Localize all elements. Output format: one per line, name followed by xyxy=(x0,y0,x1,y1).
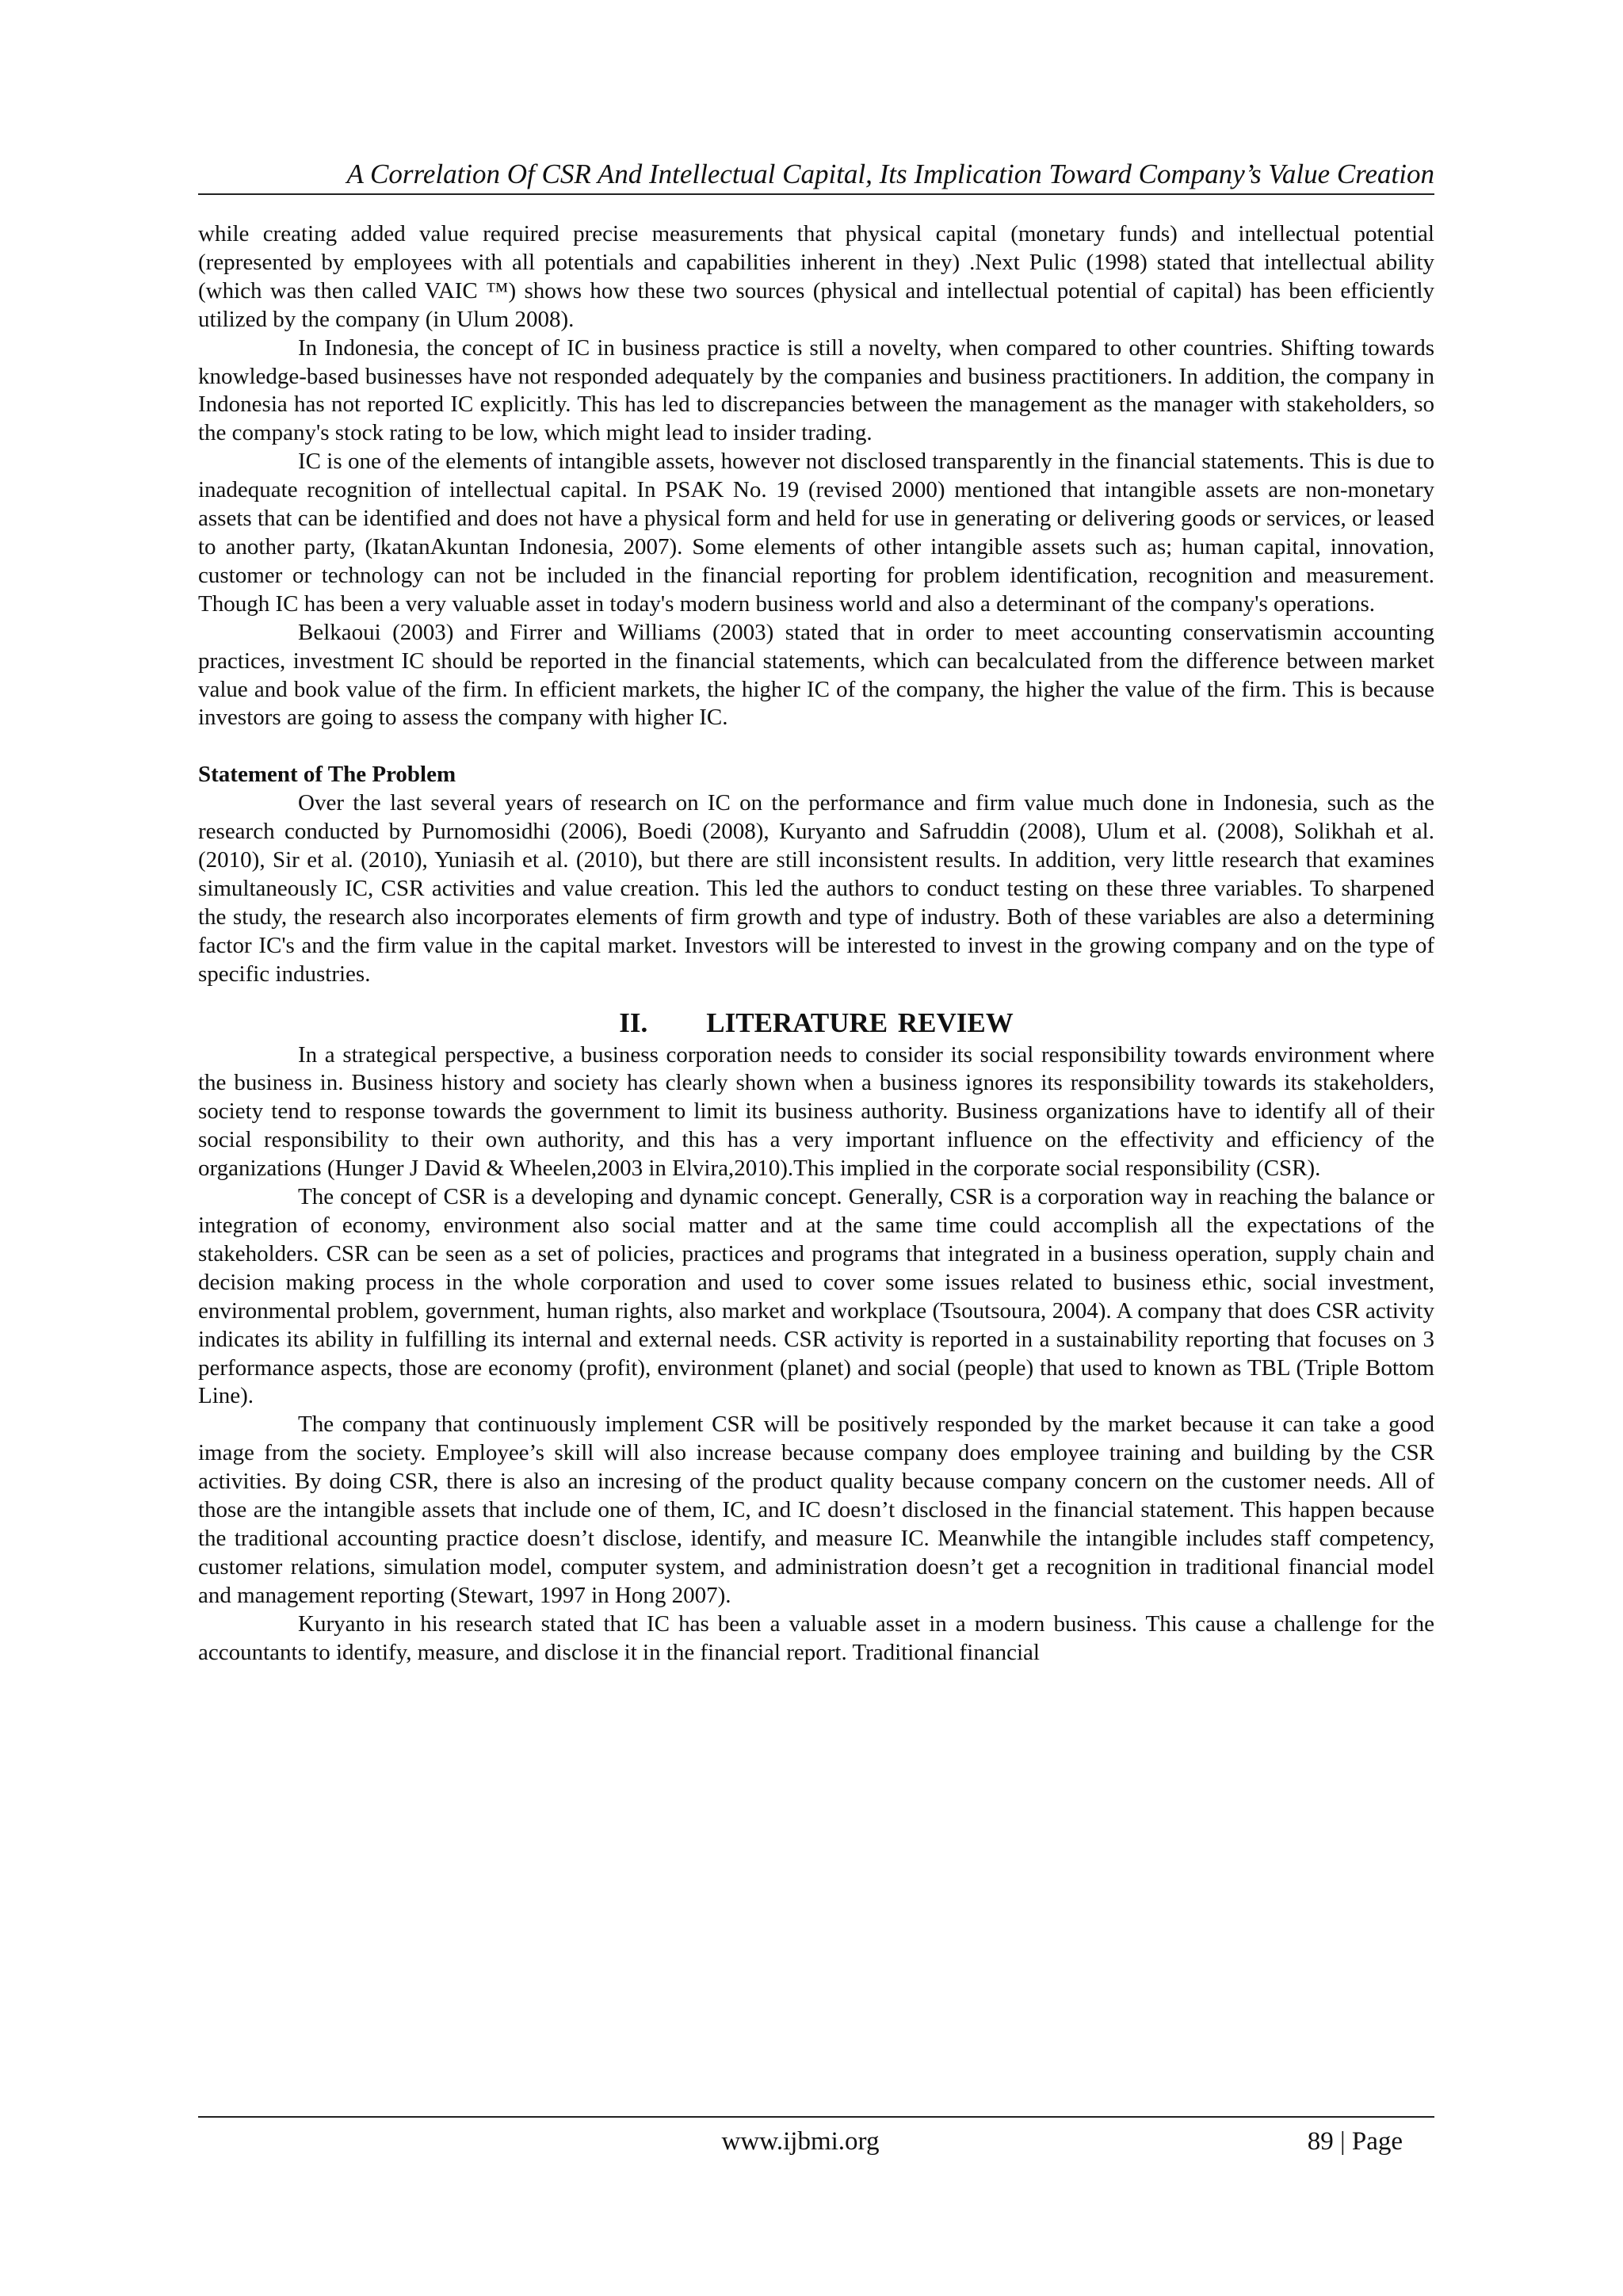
problem-paragraph: Over the last several years of research on IC on the performance and firm value much done in Indonesia, such as the research conducted by Purnomosidhi (2006), Boedi (2008), Kuryanto and Safruddin (2008), Ulum et al. (2008), Solikhah et al. (2010), Sir et al. (2010), Yuniasih et al. (2010), but there are still inconsistent results. In addition, very little research that examines simultaneously IC, CSR activities and value creation. This led the authors to conduct testing on these three variables. To sharpened the study, the research also incorporates elements of firm growth and type of industry. Both of these variables are also a determining factor IC's and the firm value in the capital market. Investors will be interested to invest in the growing company and on the type of specific industries. xyxy=(198,790,1434,987)
section-number: II. xyxy=(619,1007,648,1038)
literature-paragraph: The concept of CSR is a developing and dynamic concept. Generally, CSR is a corporation way in reaching the balance or integration of economy, environment also social matter and at the same time could accomplish all the expectations of the stakeholders. CSR can be seen as a set of policies, practices and programs that integrated in a business operation, supply chain and decision making process in the whole corporation and used to cover some issues related to business ethic, social investment, environmental problem, government, human rights, also market and workplace (Tsoutsoura, 2004). A company that does CSR activity indicates its ability in fulfilling its internal and external needs. CSR activity is reported in a sustainability reporting that focuses on 3 performance aspects, those are economy (profit), environment (planet) and social (people) that used to known as TBL (Triple Bottom Line). xyxy=(198,1184,1434,1409)
section-title: LITERATURE REVIEW xyxy=(706,1007,1014,1038)
body-text xyxy=(198,220,1434,1668)
footer-page-number: 89 | Page xyxy=(1307,2127,1403,2156)
paragraph-continuation: while creating added value required precise measurements that physical capital (monetary funds) and intellectual potential (represented by employees with all potentials and capabilities inherent in they) .Next Pulic (1998) stated that intellectual ability (which was then called VAIC ™) shows how these two sources (physical and intellectual potential of capital) has been efficiently utilized by the company (in Ulum 2008). xyxy=(198,221,1434,332)
paragraph: IC is one of the elements of intangible assets, however not disclosed transparently in the financial statements. This is due to inadequate recognition of intellectual capital. In PSAK No. 19 (revised 2000) mentioned that intangible assets are non-monetary assets that can be identified and does not have a physical form and held for use in generating or delivering goods or services, or leased to another party, (IkatanAkuntan Indonesia, 2007). Some elements of other intangible assets such as; human capital, innovation, customer or technology can not be included in the financial reporting for problem identification, recognition and measurement. Though IC has been a very valuable asset in today's modern business world and also a determinant of the company's operations. xyxy=(198,449,1434,617)
problem-heading: Statement of The Problem xyxy=(198,762,456,788)
footer-rule xyxy=(198,2116,1434,2118)
running-header-title: A Correlation Of CSR And Intellectual Capital, Its Implication Toward Company’s Value Creation xyxy=(346,159,1434,189)
literature-paragraph: The company that continuously implement CSR will be positively responded by the market because it can take a good image from the society. Employee’s skill will also increase because company does employee training and building by the CSR activities. By doing CSR, there is also an incresing of the product quality because company concern on the customer needs. All of those are the intangible assets that include one of them, IC, and IC doesn’t disclosed in the financial statement. This happen because the traditional accounting practice doesn’t disclose, identify, and measure IC. Meanwhile the intangible includes staff competency, customer relations, simulation model, computer system, and administration doesn’t get a recognition in traditional financial model and management reporting (Stewart, 1997 in Hong 2007). xyxy=(198,1412,1434,1608)
footer-url[interactable]: www.ijbmi.org xyxy=(721,2127,880,2156)
paragraph: Belkaoui (2003) and Firrer and Williams (2003) stated that in order to meet accounting conservatismin accounting practices, investment IC should be reported in the financial statements, which can becalculated from the difference between market value and book value of the firm. In efficient markets, the higher IC of the company, the higher the value of the firm. This is because investors are going to assess the company with higher IC. xyxy=(198,619,1434,731)
header-rule xyxy=(198,193,1434,195)
literature-paragraph: In a strategical perspective, a business corporation needs to consider its social responsibility towards environment where the business in. Business history and society has clearly shown when a business ignores its responsibility towards its stakeholders, society tend to response towards the government to limit its business authority. Business organizations have to identify all of their social responsibility to their own authority, and this has a very important influence on the effectivity and efficiency of the organizations (Hunger J David & Wheelen,2003 in Elvira,2010).This implied in the corporate social responsibility (CSR). xyxy=(198,1041,1434,1182)
section-heading-literature-review xyxy=(198,1007,1434,1040)
literature-paragraph: Kuryanto in his research stated that IC has been a valuable asset in a modern business. This cause a challenge for the accountants to identify, measure, and disclose it in the financial report. Traditional financial xyxy=(198,1610,1434,1665)
paragraph: In Indonesia, the concept of IC in business practice is still a novelty, when compared to other countries. Shifting towards knowledge-based businesses have not responded adequately by the companies and business practitioners. In addition, the company in Indonesia has not reported IC explicitly. This has led to discrepancies between the management as the manager with stakeholders, so the company's stock rating to be low, which might lead to insider trading. xyxy=(198,334,1434,446)
